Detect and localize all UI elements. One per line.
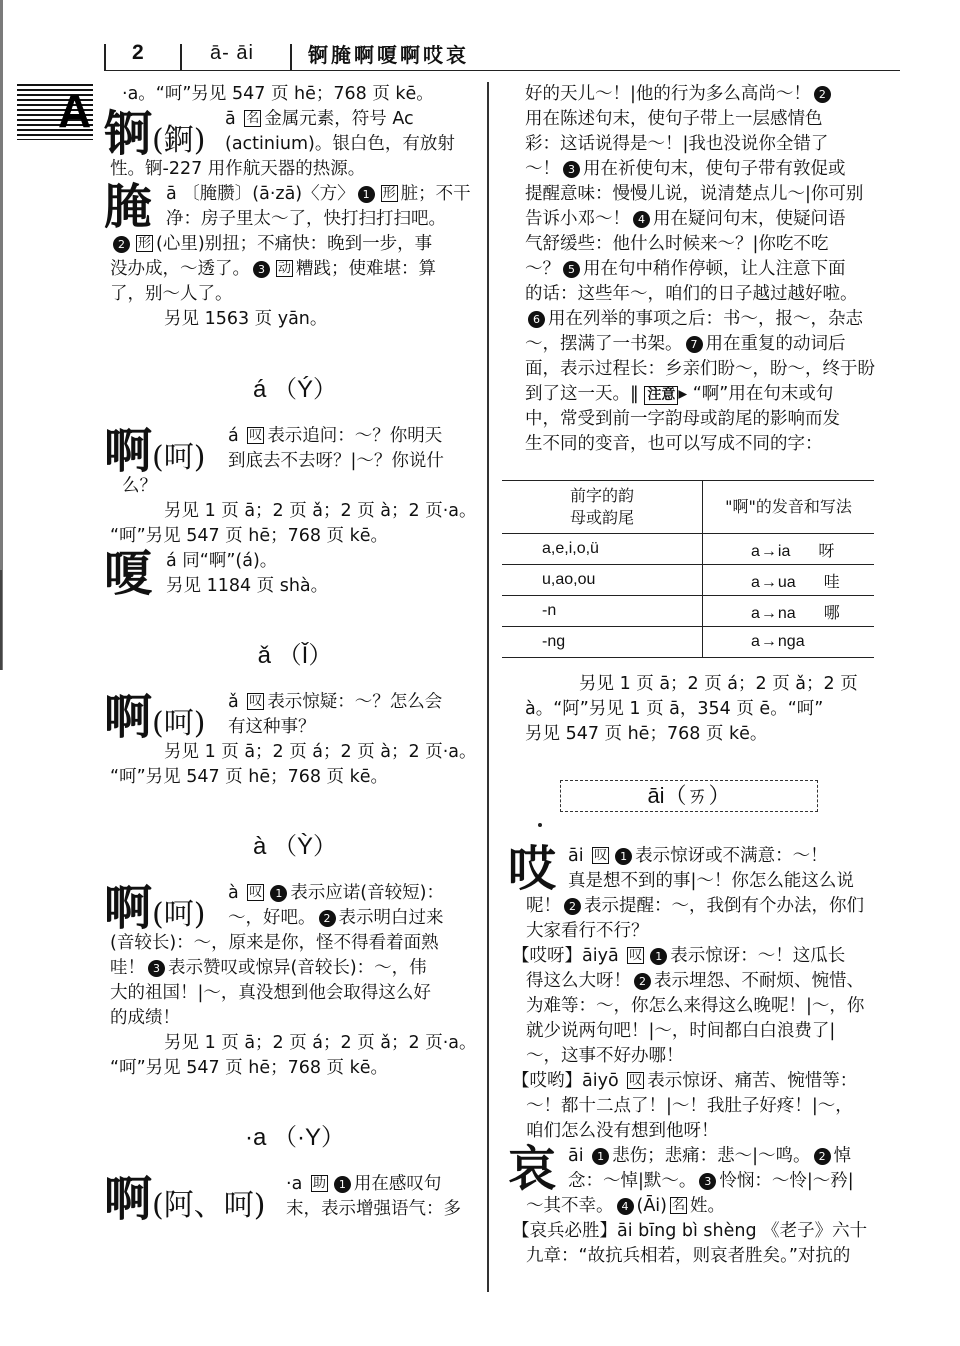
headword: 哀 — [508, 1141, 557, 1197]
table-header-row — [502, 481, 874, 534]
table-cell-change: a→ua 哇 — [703, 565, 875, 596]
see-also-line: “呵”另见 547 页 hē；768 页 kē。 — [110, 767, 389, 787]
definition-line: ～其不幸。 4 (Āi) 名 姓。 — [526, 1196, 726, 1216]
sense-number-5: 5 — [563, 261, 580, 278]
page-number: 2 — [132, 41, 144, 64]
sense-number-1: 1 — [650, 948, 667, 965]
definition-line: 好的天儿～！|他的行为多么高尚～！ 2 — [525, 82, 877, 107]
definition-line: 得这么大呀！ 2 表示埋怨、不耐烦、惋惜、 — [526, 971, 864, 991]
headword: 啊(呵) — [104, 689, 206, 745]
sense-number-1: 1 — [334, 1176, 351, 1193]
definition-line: 到了这一天。‖ 注意 ▸ “啊”用在句末或句 — [525, 384, 834, 404]
page-header — [104, 36, 900, 71]
definition-line: ～！都十二点了！|～！我肚子好疼！|～， — [526, 1096, 853, 1116]
see-also-line: 另见 1 页 ā；2 页 á；2 页 ǎ；2 页·a。 — [164, 1033, 477, 1053]
definition-line: á 同“啊”(á)。 — [166, 551, 278, 571]
table-header-final: 前字的韵 母或韵尾 — [502, 481, 703, 534]
definition-line: 九章：“故抗兵相若，则哀者胜矣。”对抗的 — [526, 1246, 851, 1266]
entry-a-tone3 — [104, 689, 480, 790]
definition-line: 么？ — [122, 476, 157, 496]
definition-line: 没办成，～透了。 3 动 糟践；使难堪：算 — [110, 259, 437, 279]
definition-line: ǎ 叹 表示惊疑：～？怎么会 — [228, 692, 443, 712]
definition-line: 的话：这些年～，咱们的日子越过越好啦。 — [525, 284, 858, 304]
section-heading-a4: à （Ỳ） — [252, 833, 338, 860]
pos-tag-interjection: 叹 — [594, 848, 608, 863]
header-divider — [104, 44, 106, 70]
table-cell-change: a→ia 呀 — [703, 534, 875, 565]
definition-line: 性。锕-227 用作航天器的热源。 — [110, 159, 366, 179]
header-divider — [290, 44, 292, 70]
headword: 腌 — [104, 179, 153, 235]
definition-line: ～，摆满了一书架。 7 用在重复的动词后 — [525, 334, 846, 354]
definition-line: 彩：这话说得是～！|我也没说你全错了 — [525, 134, 829, 154]
definition-line: ～！ 3 用在祈使句末，使句子带有敦促或 — [525, 159, 846, 179]
pos-tag-interjection: 叹 — [629, 948, 643, 963]
print-speck — [538, 823, 542, 827]
definition-line: 真是想不到的事|～！你怎么能这么说 — [568, 871, 854, 891]
sense-number-4: 4 — [617, 1198, 634, 1215]
definition-line: ā 〔腌臜〕(ā·zā)〈方〉 1 形 脏；不干 — [166, 184, 471, 204]
definition-line: 就少说两句吧！|～，时间都白白浪费了| — [526, 1021, 836, 1041]
sense-number-1: 1 — [592, 1148, 609, 1165]
definition-line: 大的祖国！|～，真没想到他会取得这么好 — [110, 983, 431, 1003]
headword: 啊(呵) — [104, 880, 206, 936]
pos-tag-interjection: 叹 — [249, 428, 263, 443]
pinyin-range: ā- āi — [210, 41, 254, 64]
definition-line: āi 1 悲伤；悲痛：悲～|～鸣。 2 悼 — [568, 1146, 852, 1166]
headword: 锕(錒) — [104, 106, 206, 162]
definition-line: 为难等：～，你怎么来得这么晚呢！|～，你 — [526, 996, 865, 1016]
pos-tag-interjection: 叹 — [629, 1073, 643, 1088]
table-row — [502, 596, 874, 627]
sense-number-2: 2 — [814, 86, 831, 103]
sense-number-3: 3 — [563, 161, 580, 178]
definition-line: 面，表示过程长：乡亲们盼～，盼～，终于盼 — [525, 359, 875, 379]
table-cell-final: a,e,i,o,ü — [502, 534, 703, 565]
sense-number-6: 6 — [528, 311, 545, 328]
definition-line: 到底去不去呀？|～？你说什 — [228, 451, 444, 471]
table-header-pronunciation: "啊"的发音和写法 — [703, 481, 875, 534]
pos-tag-particle: 助 — [312, 1176, 326, 1191]
sense-number-3: 3 — [148, 960, 165, 977]
definition-line: 有这种事？ — [228, 717, 316, 737]
definition-line: āi 叹 1 表示惊讶或不满意：～！ — [568, 846, 828, 866]
column-divider — [487, 82, 489, 1292]
definition-line: 6 用在列举的事项之后：书～，报～，杂志 — [525, 307, 877, 332]
definition-line: 气舒缓些：他什么时候来～？|你吃不吃 — [525, 234, 829, 254]
definition-line: 净：房子里太～了，快打扫打扫吧。 — [166, 209, 446, 229]
left-column — [104, 82, 480, 1227]
note-label: 注意 — [644, 386, 678, 405]
pos-tag-noun: 名 — [246, 111, 260, 126]
definition-line: 咱们怎么没有想到他呀！ — [526, 1121, 719, 1141]
entry-a-dirty — [104, 179, 480, 332]
headword: 啊(阿、呵) — [104, 1171, 266, 1227]
definition-line: 提醒意味：慢慢儿说，说清楚点儿～|你可别 — [525, 184, 864, 204]
definition-line: ā 名 金属元素，符号 Ac — [225, 109, 414, 129]
sense-number-4: 4 — [633, 211, 650, 228]
pos-tag-interjection: 叹 — [249, 885, 263, 900]
definition-line: 了，别～人了。 — [110, 284, 233, 304]
sound-change-table — [502, 480, 874, 658]
definition-line: 哇！ 3 表示赞叹或惊异(音较长)：～，伟 — [110, 958, 427, 978]
definition-line: 生不同的变音，也可以写成不同的字： — [525, 434, 823, 454]
definition-line: 呢！ 2 表示提醒：～，我倒有个办法，你们 — [526, 896, 864, 916]
definition-line: à 叹 1 表示应诺(音较短)： — [228, 883, 444, 903]
sense-number-1: 1 — [358, 186, 375, 203]
table-cell-change: a→na 哪 — [703, 596, 875, 627]
right-column-ai — [508, 841, 878, 1269]
see-also-line: 另见 547 页 hē；768 页 kē。 — [525, 724, 768, 744]
pos-tag-verb: 动 — [278, 261, 292, 276]
right-column — [525, 82, 877, 457]
see-also-line: “呵”另见 547 页 hē；768 页 kē。 — [110, 1058, 389, 1078]
definition-line: á 叹 表示追问：～？你明天 — [228, 426, 443, 446]
headword: 嗄 — [104, 546, 153, 602]
table-row — [502, 627, 874, 658]
page-edge-shadow — [0, 570, 2, 670]
headword: 啊(呵) — [104, 423, 206, 479]
section-heading-a5: ·a （·Y） — [244, 1124, 345, 1151]
sense-number-2: 2 — [319, 910, 336, 927]
entry-a-neutral — [104, 1171, 480, 1227]
definition-line: ～？ 5 用在句中稍作停顿，让人注意下面 — [525, 259, 846, 279]
sense-number-2: 2 — [564, 898, 581, 915]
headword-list: 锕腌啊嗄啊哎哀 — [308, 42, 469, 67]
definition-line: (actinium)。银白色，有放射 — [225, 134, 455, 154]
sense-number-1: 1 — [270, 885, 287, 902]
entry-aiya — [512, 944, 878, 1069]
pos-tag-adj: 形 — [382, 186, 396, 201]
sense-number-1: 1 — [615, 848, 632, 865]
definition-line: 中，常受到前一字韵母或韵尾的影响而发 — [525, 409, 840, 429]
section-heading-a3: ǎ （Ǐ） — [257, 642, 333, 669]
entry-aibing-bisheng — [512, 1219, 878, 1269]
right-column-continued — [525, 672, 877, 747]
entry-aiyo — [512, 1069, 878, 1144]
see-also-line: à。“阿”另见 1 页 ā，354 页 ē。“呵” — [525, 699, 824, 719]
sense-number-2: 2 — [814, 1148, 831, 1165]
thumb-index-letter: A — [58, 85, 92, 137]
see-also-line: 另见 1 页 ā；2 页 ǎ；2 页 à；2 页·a。 — [164, 501, 477, 521]
definition-line: (音较长)：～，原来是你，怪不得看着面熟 — [110, 933, 439, 953]
arrow-icon: → — [760, 573, 777, 591]
continuation-line: ·a。“呵”另见 547 页 hē；768 页 kē。 — [122, 84, 434, 104]
sense-number-2: 2 — [634, 973, 651, 990]
entry-a-sha — [104, 546, 480, 602]
definition-line: ～，这事不好办哪！ — [526, 1046, 684, 1066]
entry-a-actinium — [104, 106, 480, 182]
table-cell-final: u,ao,ou — [502, 565, 703, 596]
definition-line: 2 形 (心里)别扭；不痛快：晚到一步，事 — [110, 232, 480, 257]
pos-tag-interjection: 叹 — [249, 694, 263, 709]
definition-line: 大家看行不行？ — [526, 921, 649, 941]
pos-tag-noun: 名 — [672, 1198, 686, 1213]
pos-tag-adj: 形 — [138, 236, 152, 251]
sense-number-2: 2 — [113, 236, 130, 253]
definition-line: 念：～悼|默～。 3 怜悯：～怜|～矜| — [568, 1171, 854, 1191]
definition-line: 【哀兵必胜】āi bīng bì shèng 《老子》六十 — [512, 1221, 868, 1241]
definition-line: 告诉小邓～！ 4 用在疑问句末，使疑问语 — [525, 209, 846, 229]
see-also-line: 另见 1184 页 shà。 — [166, 576, 329, 596]
definition-line: 用在陈述句末，使句子带上一层感情色 — [525, 109, 823, 129]
table-cell-final: -n — [502, 596, 703, 627]
arrow-icon: → — [760, 542, 777, 560]
definition-line: ·a 助 1 用在感叹句 — [286, 1174, 442, 1194]
headword: 哎 — [508, 841, 557, 897]
table-row — [502, 534, 874, 565]
sense-number-3: 3 — [699, 1173, 716, 1190]
table-cell-change: a→nga — [703, 627, 875, 658]
section-heading-ai: āi（ㄞ） — [560, 780, 818, 812]
sense-number-3: 3 — [253, 261, 270, 278]
see-also-line: 另见 1563 页 yān。 — [164, 309, 328, 329]
table-row — [502, 565, 874, 596]
arrow-icon: → — [760, 633, 777, 650]
entry-ai-sorrow — [508, 1141, 878, 1219]
definition-line: 【哎呀】āiyā 叹 1 表示惊讶：～！这瓜长 — [512, 946, 846, 966]
entry-ai-interjection — [508, 841, 878, 944]
definition-line: 末，表示增强语气：多 — [286, 1199, 461, 1219]
sense-number-7: 7 — [686, 336, 703, 353]
definition-line: 【哎哟】āiyō 叹 表示惊讶、痛苦、惋惜等： — [512, 1071, 858, 1091]
entry-a-tone2 — [104, 423, 480, 549]
see-also-line: 另见 1 页 ā；2 页 á；2 页 à；2 页·a。 — [164, 742, 477, 762]
entry-a-tone4 — [104, 880, 480, 1081]
table-cell-final: -ng — [502, 627, 703, 658]
definition-line: 的成绩！ — [110, 1008, 180, 1028]
definition-line: ～，好吧。 2 表示明白过来 — [228, 908, 444, 928]
header-divider — [180, 44, 182, 70]
see-also-line: “呵”另见 547 页 hē；768 页 kē。 — [110, 526, 389, 546]
section-heading-a2: á （Ý） — [252, 376, 338, 403]
arrow-icon: → — [760, 604, 777, 622]
see-also-line: 另见 1 页 ā；2 页 á；2 页 ǎ；2 页 — [579, 674, 858, 694]
